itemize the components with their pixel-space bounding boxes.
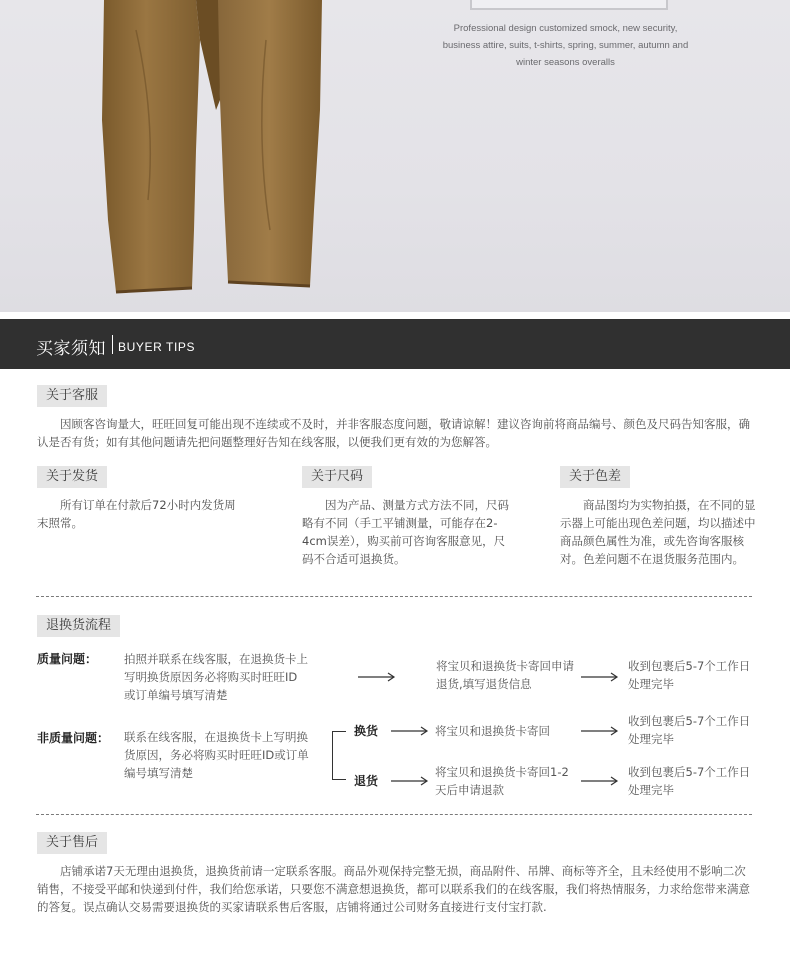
after-sales-text: 店铺承诺7天无理由退换货，退换货前请一定联系客服。商品外观保持完整无损，商品附件、吊牌、商标等齐全，且未经使用不影响二次销售，不接受平邮和快递到付件，我们给您承诺，只要您不满意想退换货，都可以联系我们的在线客服，我们将热情服务，力求给您带来满意的答复。误点确认交易需要退换货的买家请联系售后客服，店铺将通过公司财务直接进行支付宝打款. — [37, 864, 750, 914]
arrow-right-icon — [391, 726, 429, 736]
refund-step: 将宝贝和退换货卡寄回1-2天后申请退款 — [435, 765, 569, 797]
size-text: 因为产品、测量方式方法不同，尺码略有不同（手工平铺测量，可能存在2-4cm误差），购买前可咨询客服意见，尺码不合适可退换货。 — [302, 498, 509, 566]
shipping-label: 关于发货 — [37, 466, 107, 488]
refund-label: 退货 — [354, 774, 379, 788]
product-photo — [0, 0, 790, 312]
arrow-right-icon — [581, 726, 619, 736]
color-text: 商品图均为实物拍摄，在不同的显示器上可能出现色差问题，均以描述中商品颜色属性为准，或先咨询客服核对。色差问题不在退货服务范围内。 — [560, 498, 756, 566]
quality-issue-title: 质量问题： — [37, 652, 98, 666]
arrow-right-icon — [581, 672, 619, 682]
color-label: 关于色差 — [560, 466, 630, 488]
exchange-result: 收到包裹后5-7个工作日处理完毕 — [628, 714, 751, 746]
header-separator — [112, 335, 113, 354]
caption-line: winter seasons overalls — [516, 57, 615, 68]
non-quality-issue-title: 非质量问题： — [37, 731, 110, 745]
trousers-image — [96, 0, 328, 296]
customer-service-label: 关于客服 — [37, 385, 107, 407]
caption-line: Professional design customized smock, new security, — [453, 23, 678, 34]
quality-issue-desc: 拍照并联系在线客服，在退换货卡上写明换货原因务必将购买时旺旺ID或订单编号填写清楚 — [124, 652, 308, 702]
non-quality-issue-desc: 联系在线客服，在退换货卡上写明换货原因，务必将购买时旺旺ID或订单编号填写清楚 — [124, 730, 309, 780]
exchange-label: 换货 — [354, 724, 379, 738]
branch-bracket — [332, 731, 346, 780]
hero-divider — [0, 312, 790, 319]
section-divider — [36, 596, 752, 597]
buyer-tips-header — [0, 319, 790, 369]
shipping-text: 所有订单在付款后72小时内发货周末照常。 — [37, 498, 236, 530]
exchange-step: 将宝贝和退换货卡寄回 — [435, 724, 550, 738]
caption-line: business attire, suits, t-shirts, spring, summer, autumn and — [442, 40, 689, 51]
refund-result: 收到包裹后5-7个工作日处理完毕 — [628, 765, 751, 797]
size-label: 关于尺码 — [302, 466, 372, 488]
arrow-right-icon — [391, 776, 429, 786]
product-caption — [428, 20, 703, 71]
returns-label: 退换货流程 — [37, 615, 120, 637]
customer-service-text: 因顾客咨询量大，旺旺回复可能出现不连续或不及时，并非客服态度问题，敬请谅解！建议咨询前将商品编号、颜色及尺码告知客服，确认是否有货；如有其他问题请先把问题整理好告知在线客服，以便我们更有效的为您解答。 — [37, 417, 750, 449]
header-title-cn: 买家须知 — [36, 339, 106, 359]
arrow-right-icon — [581, 776, 619, 786]
header-title-en: BUYER TIPS — [118, 340, 196, 354]
section-divider — [36, 814, 752, 815]
arrow-right-icon — [358, 672, 396, 682]
quality-step-2: 将宝贝和退换货卡寄回申请退货,填写退货信息 — [436, 659, 574, 691]
caption-card-edge — [470, 0, 668, 10]
quality-step-3: 收到包裹后5-7个工作日处理完毕 — [628, 659, 751, 691]
after-sales-label: 关于售后 — [37, 832, 107, 854]
